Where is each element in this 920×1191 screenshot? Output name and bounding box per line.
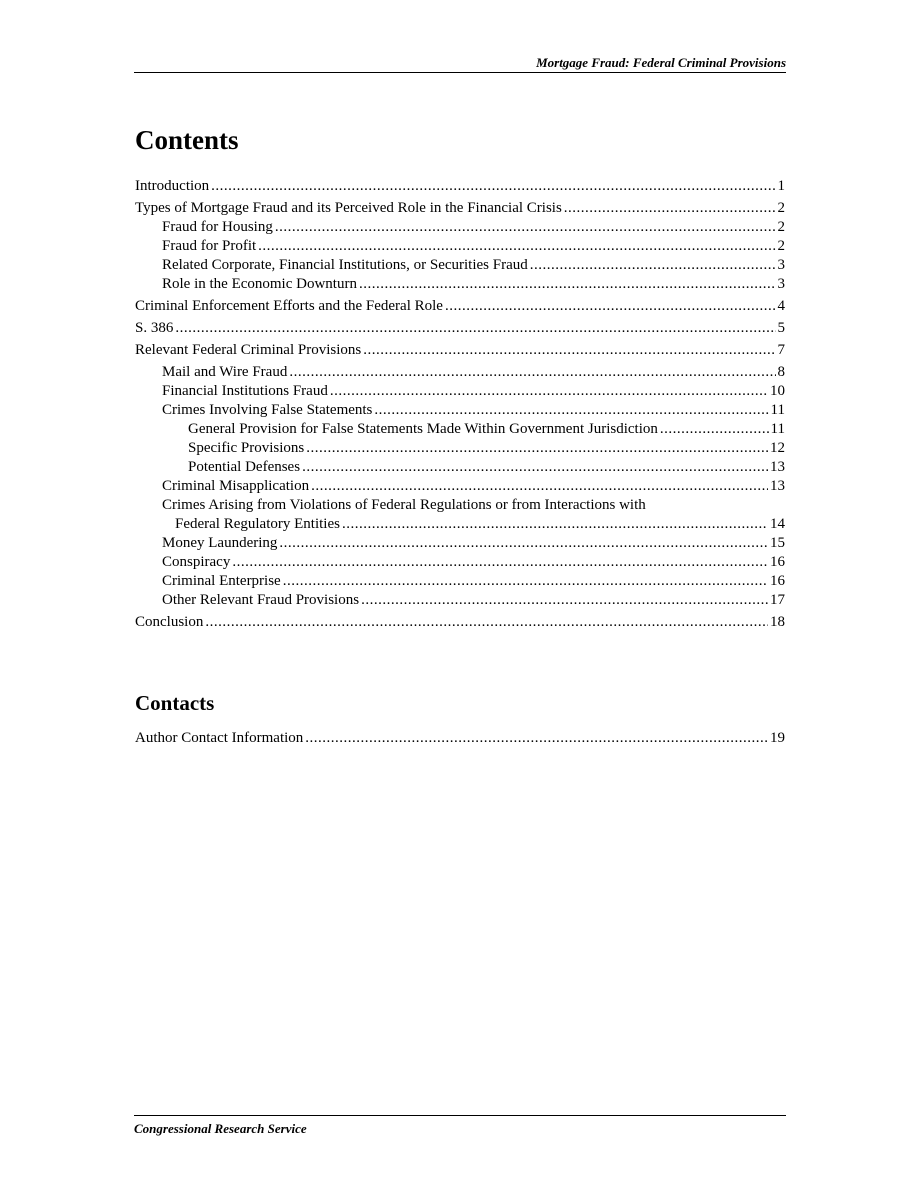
toc-entry-relevant-federal-criminal-provisions[interactable]: [135, 341, 785, 360]
toc-entry-title: S. 386: [135, 320, 174, 336]
toc-entry-title: Potential Defenses: [188, 459, 301, 475]
toc-entry-page: 7: [777, 342, 785, 358]
dot-leader: [175, 319, 775, 338]
toc-entry-fraud-for-housing[interactable]: [135, 218, 785, 237]
toc-entry-page: 16: [770, 554, 785, 570]
toc-entry-crimes-arising-from-violations[interactable]: [135, 496, 785, 534]
toc-entry-general-provision-false-statements[interactable]: [135, 420, 785, 439]
toc-entry-title-line1: Crimes Arising from Violations of Federal Regulations or from Interactions with: [162, 497, 646, 513]
toc-entry-title: Criminal Enforcement Efforts and the Federal Role: [135, 298, 443, 314]
toc-entry-page: 12: [770, 440, 785, 456]
dot-leader: [564, 199, 776, 218]
toc-entry-title: Fraud for Housing: [162, 219, 273, 235]
toc-entry-page: 13: [770, 459, 785, 475]
toc-entry-page: 18: [770, 614, 785, 630]
running-header: Mortgage Fraud: Federal Criminal Provisions: [134, 56, 786, 73]
toc-entry-specific-provisions[interactable]: [135, 439, 785, 458]
toc-entry-title: Crimes Involving False Statements: [162, 402, 373, 418]
toc-entry-mail-and-wire-fraud[interactable]: [135, 363, 785, 382]
toc-entry-title: Relevant Federal Criminal Provisions: [135, 342, 362, 358]
toc-entry-title: Money Laundering: [162, 535, 278, 551]
toc-entry-role-in-economic-downturn[interactable]: [135, 275, 785, 294]
toc-entry-page: 4: [777, 298, 785, 314]
toc-entry-s-386[interactable]: [135, 319, 785, 338]
toc-entry-title: Criminal Enterprise: [162, 573, 281, 589]
toc-entry-page: 13: [770, 478, 785, 494]
toc-entry-potential-defenses[interactable]: [135, 458, 785, 477]
toc-entry-page: 16: [770, 573, 785, 589]
toc-entry-title: Conclusion: [135, 614, 204, 630]
contacts-heading: Contacts: [135, 691, 215, 715]
toc-entry-criminal-enterprise[interactable]: [135, 572, 785, 591]
toc-entry-financial-institutions-fraud[interactable]: [135, 382, 785, 401]
toc-entry-title: Author Contact Information: [135, 730, 304, 746]
toc-entry-page: 1: [777, 178, 785, 194]
running-footer: Congressional Research Service: [134, 1115, 786, 1137]
toc-entry-title: General Provision for False Statements Made Within Government Jurisdiction: [188, 421, 658, 437]
dot-leader: [302, 458, 768, 477]
toc-entry-page: 17: [770, 592, 785, 608]
toc-entry-page: 3: [777, 276, 785, 292]
toc-entry-conspiracy[interactable]: [135, 553, 785, 572]
dot-leader: [258, 237, 775, 256]
dot-leader: [660, 420, 769, 439]
toc-entry-title: Related Corporate, Financial Institutions, or Securities Fraud: [162, 257, 528, 273]
dot-leader: [205, 613, 768, 632]
toc-entry-title-line2: Federal Regulatory Entities: [175, 516, 340, 532]
table-of-contents: [135, 177, 785, 632]
dot-leader: [342, 515, 768, 534]
toc-entry-title: Types of Mortgage Fraud and its Perceived Role in the Financial Crisis: [135, 200, 562, 216]
toc-entry-types-of-mortgage-fraud[interactable]: [135, 199, 785, 218]
dot-leader: [232, 553, 768, 572]
toc-entry-title: Criminal Misapplication: [162, 478, 310, 494]
toc-entry-page: 14: [770, 516, 785, 532]
toc-entry-title: Introduction: [135, 178, 210, 194]
toc-entry-title: Mail and Wire Fraud: [162, 364, 288, 380]
dot-leader: [374, 401, 768, 420]
toc-entry-title: Financial Institutions Fraud: [162, 383, 328, 399]
toc-entry-page: 19: [770, 730, 785, 746]
dot-leader: [445, 297, 776, 316]
toc-entry-title: Conspiracy: [162, 554, 231, 570]
dot-leader: [530, 256, 776, 275]
toc-entry-criminal-misapplication[interactable]: [135, 477, 785, 496]
dot-leader: [279, 534, 768, 553]
toc-entry-related-corporate-fraud[interactable]: [135, 256, 785, 275]
contents-heading: Contents: [135, 125, 239, 155]
dot-leader: [363, 341, 775, 360]
toc-entry-page: 2: [777, 219, 785, 235]
toc-entry-title: Specific Provisions: [188, 440, 305, 456]
dot-leader: [359, 275, 776, 294]
toc-entry-page: 11: [770, 421, 785, 437]
toc-entry-introduction[interactable]: [135, 177, 785, 196]
dot-leader: [306, 439, 768, 458]
dot-leader: [289, 363, 775, 382]
dot-leader: [211, 177, 775, 196]
toc-entry-page: 3: [777, 257, 785, 273]
dot-leader: [361, 591, 768, 610]
toc-entry-page: 15: [770, 535, 785, 551]
toc-entry-page: 10: [770, 383, 785, 399]
toc-entry-page: 2: [777, 238, 785, 254]
toc-entry-page: 8: [777, 364, 785, 380]
dot-leader: [311, 477, 768, 496]
dot-leader: [330, 382, 768, 401]
toc-entry-criminal-enforcement-efforts[interactable]: [135, 297, 785, 316]
contacts-list: [135, 729, 785, 748]
toc-entry-page: 5: [777, 320, 785, 336]
toc-entry-author-contact-information[interactable]: [135, 729, 785, 748]
toc-entry-title: Role in the Economic Downturn: [162, 276, 357, 292]
dot-leader: [275, 218, 776, 237]
toc-entry-title: Fraud for Profit: [162, 238, 257, 254]
toc-entry-page: 2: [777, 200, 785, 216]
toc-entry-fraud-for-profit[interactable]: [135, 237, 785, 256]
toc-entry-title: Other Relevant Fraud Provisions: [162, 592, 360, 608]
dot-leader: [283, 572, 768, 591]
dot-leader: [305, 729, 768, 748]
toc-entry-money-laundering[interactable]: [135, 534, 785, 553]
toc-entry-page: 11: [770, 402, 785, 418]
toc-entry-conclusion[interactable]: [135, 613, 785, 632]
toc-entry-other-relevant-fraud-provisions[interactable]: [135, 591, 785, 610]
toc-entry-crimes-involving-false-statements[interactable]: [135, 401, 785, 420]
